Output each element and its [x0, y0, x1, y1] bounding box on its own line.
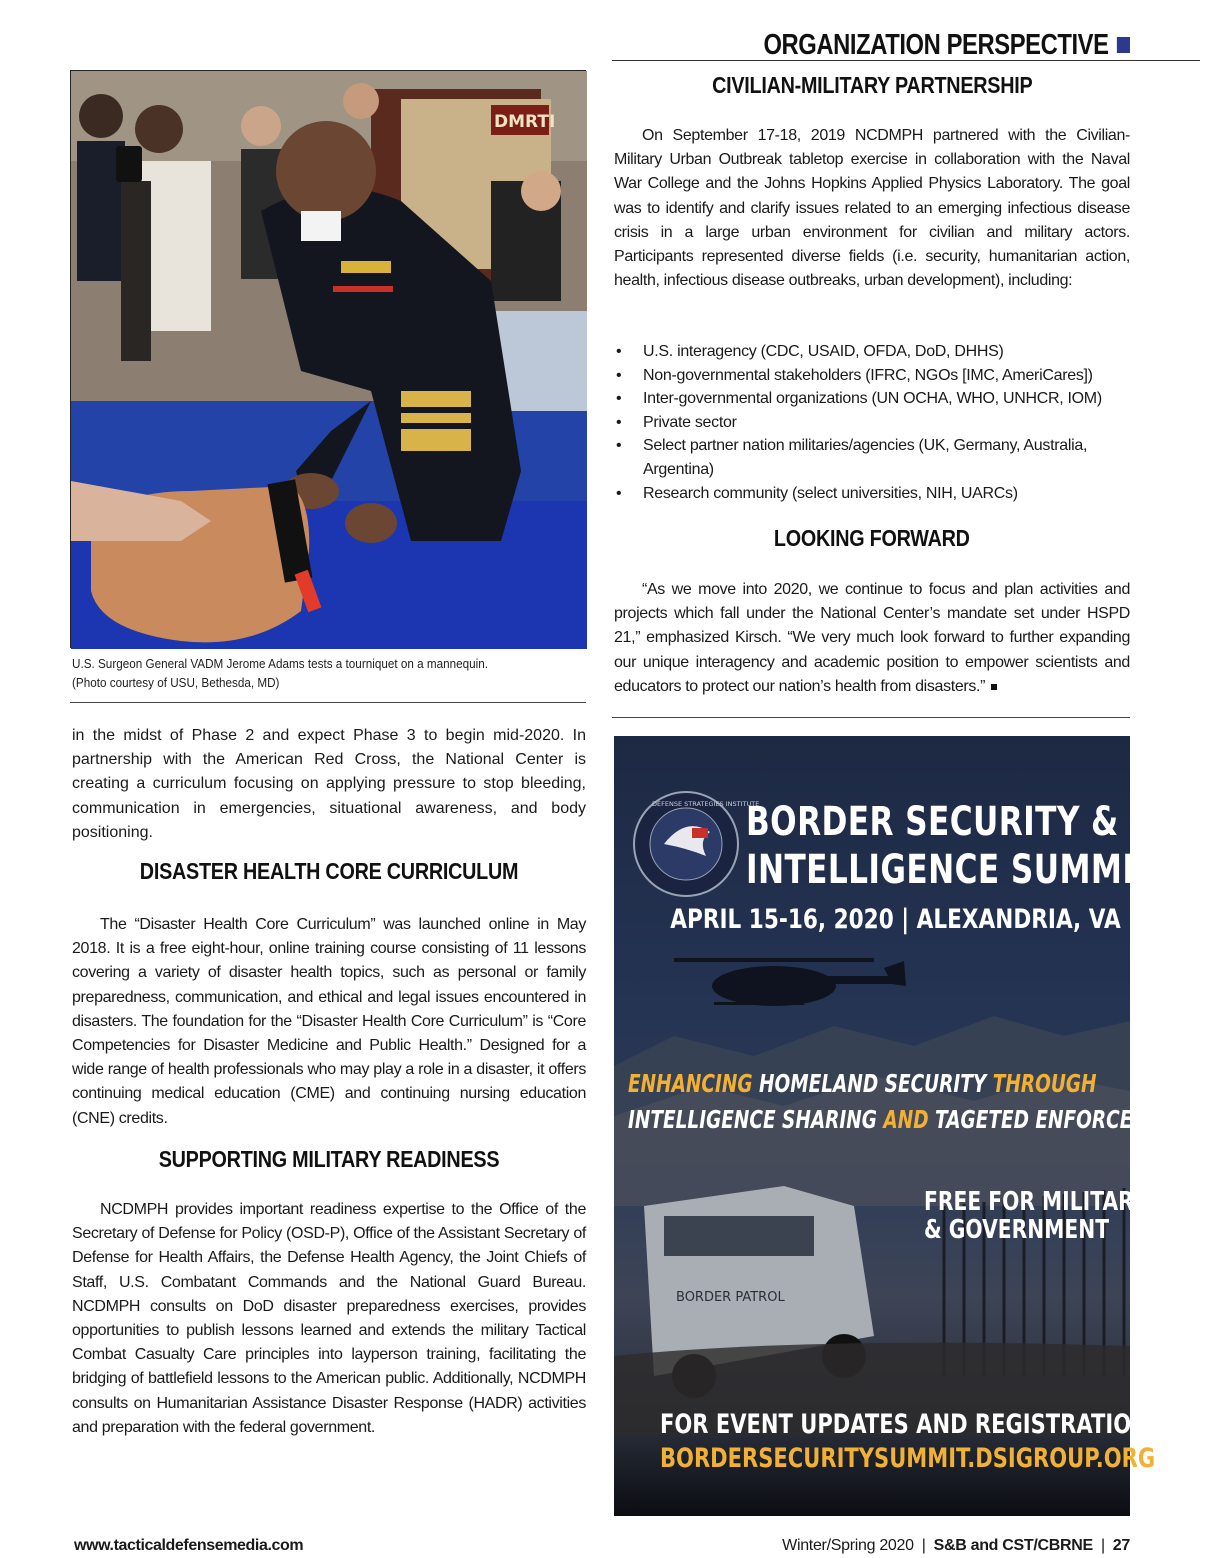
ad-title-line-1: BORDER SECURITY & — [746, 799, 1119, 845]
page-number: 27 — [1112, 1537, 1130, 1554]
end-mark-icon — [991, 684, 997, 690]
section-header — [764, 28, 1130, 62]
ad-title — [746, 798, 1156, 894]
tagline-white: TAGETED ENFORCEMENT — [928, 1105, 1192, 1134]
header-divider — [612, 60, 1200, 61]
tagline-white: INTELLIGENCE SHARING — [628, 1105, 884, 1134]
tagline-gold: THROUGH — [992, 1069, 1097, 1098]
footer-separator: | — [1100, 1537, 1105, 1554]
booth-sign: DMRTI — [494, 112, 556, 132]
caption-line-1: U.S. Surgeon General VADM Jerome Adams tests a tourniquet on a mannequin. — [72, 656, 489, 671]
caption-line-2: (Photo courtesy of USU, Bethesda, MD) — [72, 675, 280, 690]
list-item: • Research community (select universities, NIH, UARCs) — [614, 482, 1130, 506]
free-line-1: FREE FOR MILITARY — [924, 1187, 1148, 1217]
section-heading-curriculum — [72, 858, 586, 885]
intro-paragraph: in the midst of Phase 2 and expect Phase 3 to begin mid-2020. In partnership with the American Red Cross, the National Center is creating a curriculum focusing on applying pressure to stop bleeding, communication in emergencies, situational awareness, and body positioning. — [72, 727, 586, 841]
tagline-gold: ENHANCING — [628, 1069, 753, 1098]
list-item: • Select partner nation militaries/agencies (UK, Germany, Australia, Argentina) — [614, 434, 1130, 481]
heading-text: DISASTER HEALTH CORE CURRICULUM — [139, 858, 519, 884]
readiness-paragraph: NCDMPH provides important readiness expertise to the Office of the Secretary of Defense for Policy (OSD-P), Office of the Assistant Secretary of Defense for Health Affairs, the Defense Health Agency, the Joint Chiefs of Staff, U.S. Combatant Commands and the National Guard Bureau. NCDMPH consults on DoD disaster preparedness exercises, provides opportunities to publish lessons learned and extends the military Tactical Combat Casualty Care principles into layperson training, facilitating the bridging of battlefield lessons to the American public. Additionally, NCDMPH consults on Humanitarian Assistance Disaster Response (HADR) activities and preparation with the federal government. — [72, 1201, 586, 1436]
list-item: • Inter-governmental organizations (UN OCHA, WHO, UNHCR, IOM) — [614, 387, 1130, 411]
seal-text: DEFENSE STRATEGIES INSTITUTE — [652, 800, 760, 808]
helicopter-icon — [674, 958, 906, 1006]
registration-label: FOR EVENT UPDATES AND REGISTRATION VISIT: — [660, 1409, 1225, 1440]
footer-website-link[interactable]: www.tacticaldefensemedia.com — [74, 1537, 304, 1554]
registration-link[interactable]: BORDERSECURITYSUMMIT.DSIGROUP.ORG — [660, 1443, 1156, 1474]
list-item: • Private sector — [614, 411, 1130, 435]
photo-illustration — [71, 71, 587, 649]
photo-caption — [72, 654, 536, 692]
forward-text: “As we move into 2020, we continue to focus and plan activities and projects which fall under the National Center’s mandate set under HSPD 21,” emphasized Kirsch. “We very much look forward to further expanding our unique interagency and academic position to empower scientists and educators to protect our nation’s health from disasters.” — [614, 581, 1130, 695]
ad-divider — [612, 717, 1130, 718]
tagline-line-2 — [628, 1102, 1191, 1138]
partnership-paragraph: On September 17-18, 2019 NCDMPH partnered with the Civilian-Military Urban Outbreak tabletop exercise in collaboration with the Naval War College and the Johns Hopkins Applied Physics Laboratory. The goal was to identify and clarify issues related to an emerging infectious disease crisis in a large urban environment for civilian and military actors. Participants represented diverse fields (i.e. security, humanitarian action, health, infectious disease outbreaks, urban development), including: — [614, 127, 1130, 290]
section-heading-readiness — [72, 1146, 586, 1173]
ad-title-line-2: INTELLIGENCE SUMMIT — [746, 847, 1156, 893]
heading-text: CIVILIAN-MILITARY PARTNERSHIP — [711, 72, 1033, 98]
participant-list — [614, 340, 1130, 505]
forward-paragraph — [614, 578, 1130, 699]
photo-surgeon-general — [70, 70, 586, 648]
dsi-seal-icon — [634, 792, 759, 896]
footer-issue-info — [782, 1537, 1130, 1555]
footer-separator: | — [921, 1537, 926, 1554]
list-item: • Non-governmental stakeholders (IFRC, NGOs [IMC, AmeriCares]) — [614, 364, 1130, 388]
section-marker-icon — [1117, 37, 1130, 53]
vehicle-text: BORDER PATROL — [676, 1290, 785, 1305]
free-line-2: & GOVERNMENT — [924, 1215, 1110, 1245]
ad-date-location — [614, 904, 1130, 935]
heading-text: SUPPORTING MILITARY READINESS — [158, 1146, 500, 1172]
caption-divider — [70, 702, 586, 703]
footer-publication: S&B and CST/CBRNE — [933, 1537, 1093, 1554]
footer-issue: Winter/Spring 2020 — [782, 1537, 914, 1554]
section-title: ORGANIZATION PERSPECTIVE — [763, 28, 1109, 61]
tagline-gold: AND — [883, 1105, 929, 1134]
section-heading-forward — [614, 525, 1130, 552]
curriculum-paragraph: The “Disaster Health Core Curriculum” was launched online in May 2018. It is a free eight-hour, online training course consisting of 11 lessons covering a variety of disaster health topics, such as personal or family preparedness, communication, and ethical and legal issues encountered in disasters. The foundation for the “Disaster Health Core Curriculum” is “Core Competencies for Disaster Medicine and Public Health.” Designed for a wide range of health professionals who may play a role in a disaster, it offers continuing medical education (CME) and continuing nursing education (CNE) credits. — [72, 916, 586, 1127]
date-text: APRIL 15-16, 2020 | ALEXANDRIA, VA — [670, 904, 1121, 935]
list-item: • U.S. interagency (CDC, USAID, OFDA, DoD, DHHS) — [614, 340, 1130, 364]
ad-free-notice — [924, 1188, 1147, 1244]
tagline-line-1 — [628, 1066, 1191, 1102]
section-heading-partnership — [614, 72, 1130, 99]
heading-text: LOOKING FORWARD — [774, 525, 970, 551]
ad-registration — [660, 1408, 1225, 1476]
ad-tagline — [628, 1066, 1191, 1138]
tagline-white: HOMELAND SECURITY — [752, 1069, 993, 1098]
advertisement-border-summit[interactable] — [614, 736, 1225, 1516]
